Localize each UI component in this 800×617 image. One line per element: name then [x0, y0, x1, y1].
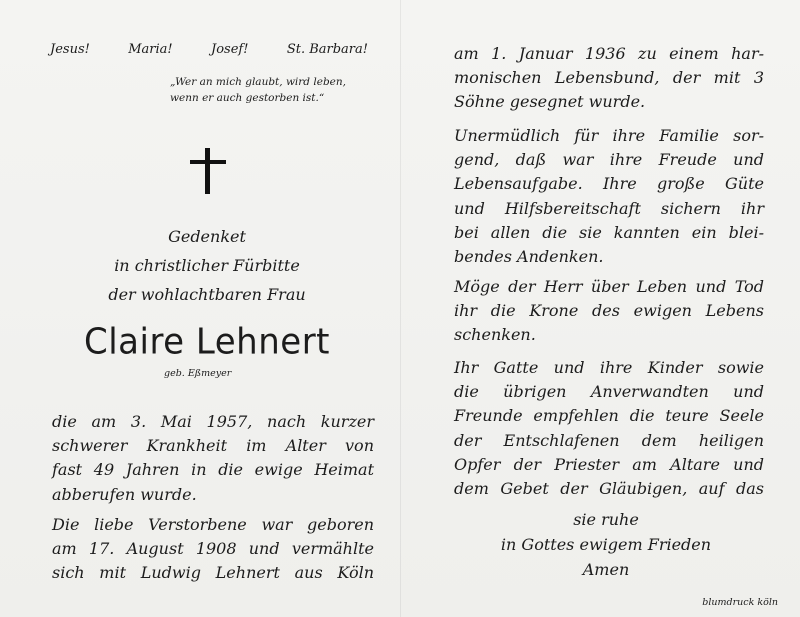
quote-line: wenn er auch gestorben ist.“ [170, 92, 325, 104]
left-page [40, 0, 374, 617]
text-line: schwerer Krankheit im Alter von [52, 436, 374, 456]
fold-line [400, 0, 401, 617]
intro-text [40, 222, 374, 309]
closing-line: Amen [582, 560, 630, 579]
quote-line: „Wer an mich glaubt, wird leben, [170, 76, 346, 88]
family-paragraph [454, 124, 764, 269]
death-paragraph [52, 410, 374, 507]
intro-line: Gedenket [168, 227, 246, 246]
text-line: Unermüdlich für ihre Familie sor- [454, 126, 764, 145]
text-line: schenken. [454, 325, 536, 345]
text-line: bei allen die sie kannten ein blei- [454, 222, 764, 242]
closing-blessing [448, 507, 764, 582]
bible-quote [170, 74, 370, 106]
intro-line: der wohlachtbaren Frau [108, 285, 306, 304]
text-line: Freunde empfehlen die teure Seele [454, 406, 764, 426]
text-line: Söhne gesegnet wurde. [454, 92, 646, 112]
invocation-josef: Josef! [211, 42, 249, 57]
text-line: der Entschlafenen dem heiligen [454, 430, 764, 450]
prayer-paragraph [454, 275, 764, 348]
invocation-jesus: Jesus! [50, 42, 90, 57]
mourners-paragraph [454, 356, 764, 501]
marriage-paragraph [454, 42, 764, 115]
text-line: Lebensaufgabe. Ihre große Güte [454, 174, 764, 194]
invocation-line [50, 42, 368, 57]
text-line: und Hilfsbereitschaft sichern ihr [454, 198, 764, 218]
printer-imprint: blumdruck köln [702, 597, 778, 608]
text-line: am 17. August 1908 und vermählte [52, 539, 374, 559]
text-line: Opfer der Priester am Altare und [454, 454, 764, 474]
invocation-maria: Maria! [128, 42, 173, 57]
invocation-barbara: St. Barbara! [286, 42, 368, 57]
text-line: Die liebe Verstorbene war geboren [52, 515, 374, 534]
text-line: fast 49 Jahren in die ewige Heimat [52, 460, 374, 480]
birth-name: geb. Eßmeyer [164, 368, 232, 379]
closing-line: in Gottes ewigem Frieden [500, 535, 712, 554]
text-line: monischen Lebensbund, der mit 3 [454, 68, 764, 88]
text-line: dem Gebet der Gläubigen, auf das [454, 479, 764, 499]
right-page [448, 0, 768, 617]
text-line: die am 3. Mai 1957, nach kurzer [52, 412, 374, 431]
biography-paragraph [52, 513, 374, 586]
latin-cross-icon [190, 148, 226, 194]
text-line: am 1. Januar 1936 zu einem har- [454, 44, 764, 63]
text-line: Möge der Herr über Leben und Tod [454, 277, 764, 296]
text-line: Ihr Gatte und ihre Kinder sowie [454, 358, 764, 377]
text-line: bendes Andenken. [454, 247, 604, 267]
closing-line: sie ruhe [573, 510, 639, 529]
text-line: gend, daß war ihre Freude und [454, 150, 764, 170]
text-line: ihr die Krone des ewigen Lebens [454, 301, 764, 321]
text-line: abberufen wurde. [52, 484, 197, 504]
text-line: sich mit Ludwig Lehnert aus Köln [52, 563, 374, 583]
intro-line: in christlicher Fürbitte [114, 256, 300, 275]
deceased-name: Claire Lehnert [83, 321, 330, 363]
text-line: die übrigen Anverwandten und [454, 382, 764, 402]
